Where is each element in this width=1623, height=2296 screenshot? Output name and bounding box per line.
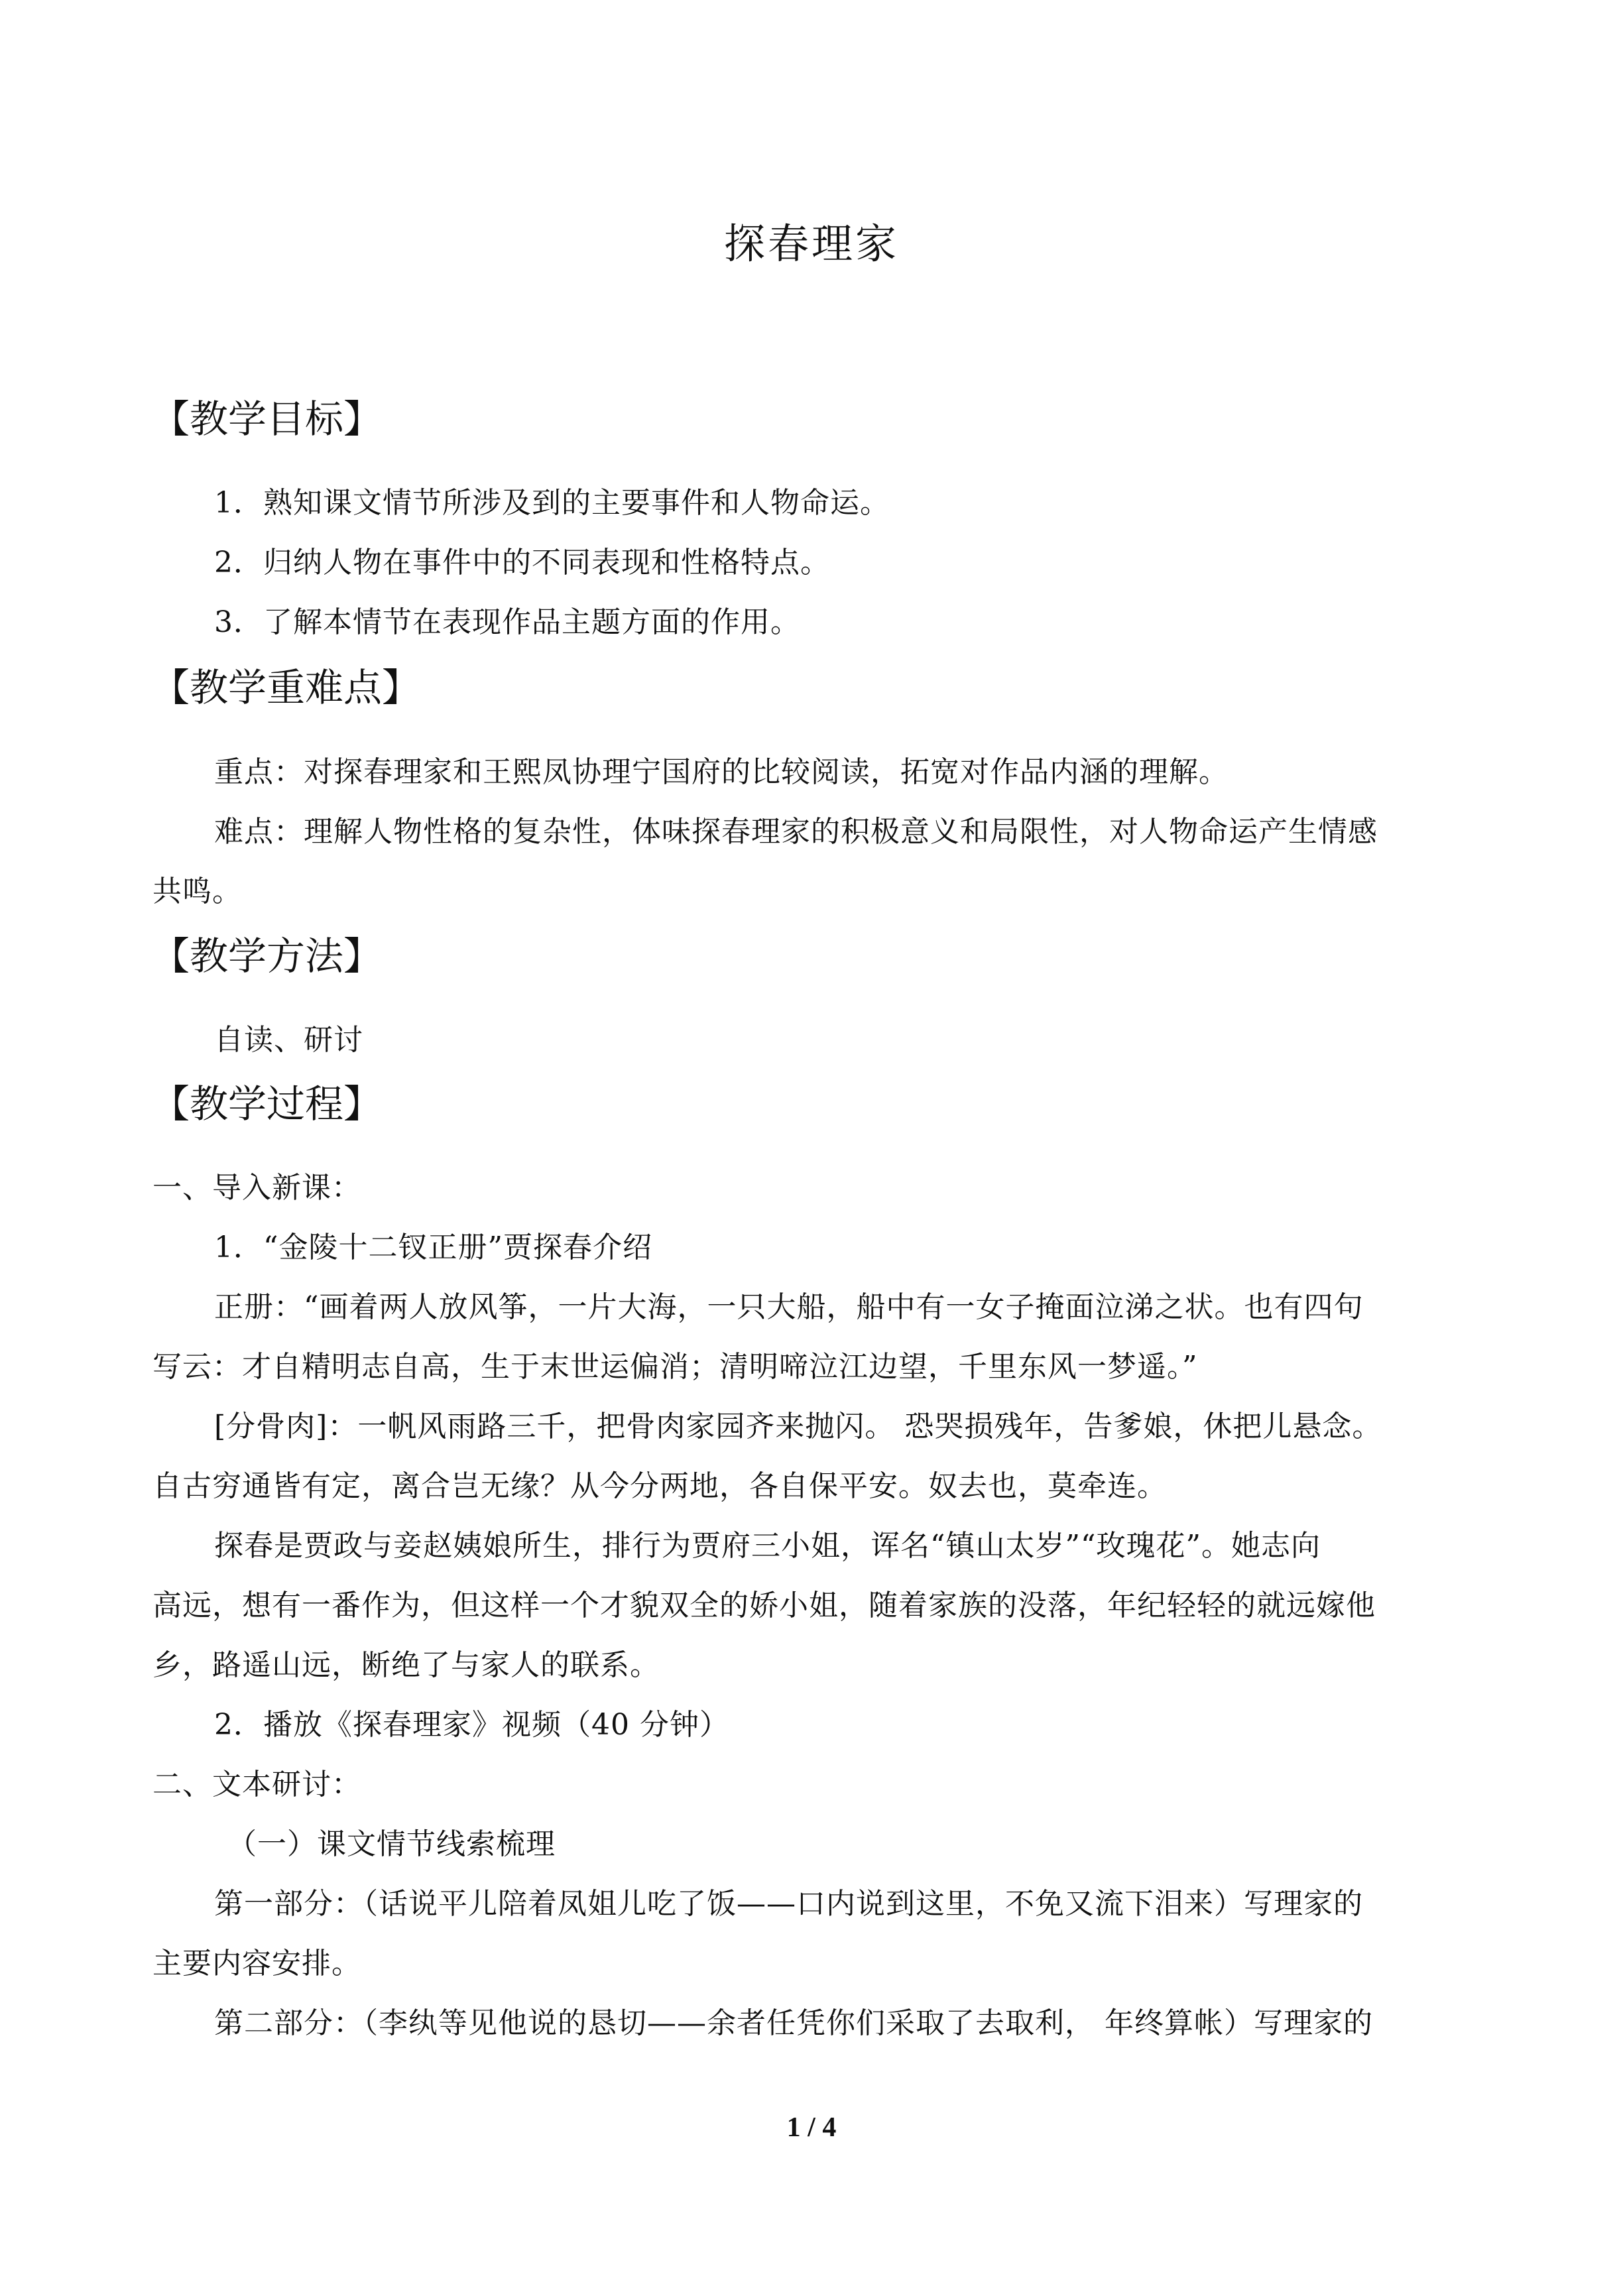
part2-title: 二、文本研讨： [152, 1768, 361, 1801]
focus-text: 重点：对探春理家和王熙凤协理宁国府的比较阅读，拓宽对作品内涵的理解。 [214, 755, 1229, 789]
goal-item-3: 3．了解本情节在表现作品主题方面的作用。 [214, 605, 800, 639]
part-a-text-line2: 主要内容安排。 [152, 1947, 361, 1980]
page-title: 探春理家 [723, 219, 899, 268]
part-a-text-line1: 第一部分：（话说平儿陪着凤姐儿吃了饭——口内说到这里，不免又流下泪来）写理家的 [214, 1887, 1363, 1921]
heading-key-points: 【教学重难点】 [151, 665, 421, 710]
part-b-text-line1: 第二部分：（李纨等见他说的恳切——余者任凭你们采取了去取利， 年终算帐）写理家的 [214, 2006, 1373, 2040]
process-item-2: 2．播放《探春理家》视频（40 分钟） [214, 1708, 729, 1742]
goal-item-2: 2．归纳人物在事件中的不同表现和性格特点。 [214, 546, 830, 579]
song-text-line1: [分骨肉]：一帆风雨路三千，把骨肉家园齐来抛闪。 恐哭损残年，告爹娘，休把儿悬念。 [214, 1410, 1382, 1443]
difficulty-text-line2: 共鸣。 [152, 875, 242, 908]
register-text-line1: 正册：“画着两人放风筝，一片大海，一只大船，船中有一女子掩面泣涕之状。也有四句 [214, 1290, 1364, 1324]
part1-title: 一、导入新课： [152, 1171, 361, 1205]
process-item-1: 1．“金陵十二钗正册”贾探春介绍 [214, 1231, 652, 1264]
song-text-line2: 自古穷通皆有定，离合岂无缘？从今分两地，各自保平安。奴去也，莫牵连。 [152, 1469, 1167, 1503]
sub-section-1: （一）课文情节线索梳理 [227, 1827, 556, 1861]
intro-text-line1: 探春是贾政与妾赵姨娘所生，排行为贾府三小姐，诨名“镇山太岁”“玫瑰花”。她志向 [214, 1529, 1321, 1563]
goal-item-1: 1．熟知课文情节所涉及到的主要事件和人物命运。 [214, 486, 890, 520]
heading-teaching-process: 【教学过程】 [151, 1081, 383, 1126]
heading-teaching-goals: 【教学目标】 [151, 396, 383, 442]
methods-text: 自读、研讨 [214, 1023, 363, 1057]
intro-text-line3: 乡，路遥山远，断绝了与家人的联系。 [152, 1648, 660, 1682]
heading-teaching-methods: 【教学方法】 [151, 934, 383, 979]
register-text-line2: 写云：才自精明志自高，生于末世运偏消；清明啼泣江边望，千里东风一梦遥。” [152, 1350, 1198, 1384]
difficulty-text-line1: 难点：理解人物性格的复杂性，体味探春理家的积极意义和局限性，对人物命运产生情感 [214, 815, 1378, 849]
intro-text-line2: 高远，想有一番作为，但这样一个才貌双全的娇小姐，随着家族的没落，年纪轻轻的就远嫁他 [152, 1589, 1376, 1622]
page-number: 1 / 4 [786, 2112, 837, 2143]
